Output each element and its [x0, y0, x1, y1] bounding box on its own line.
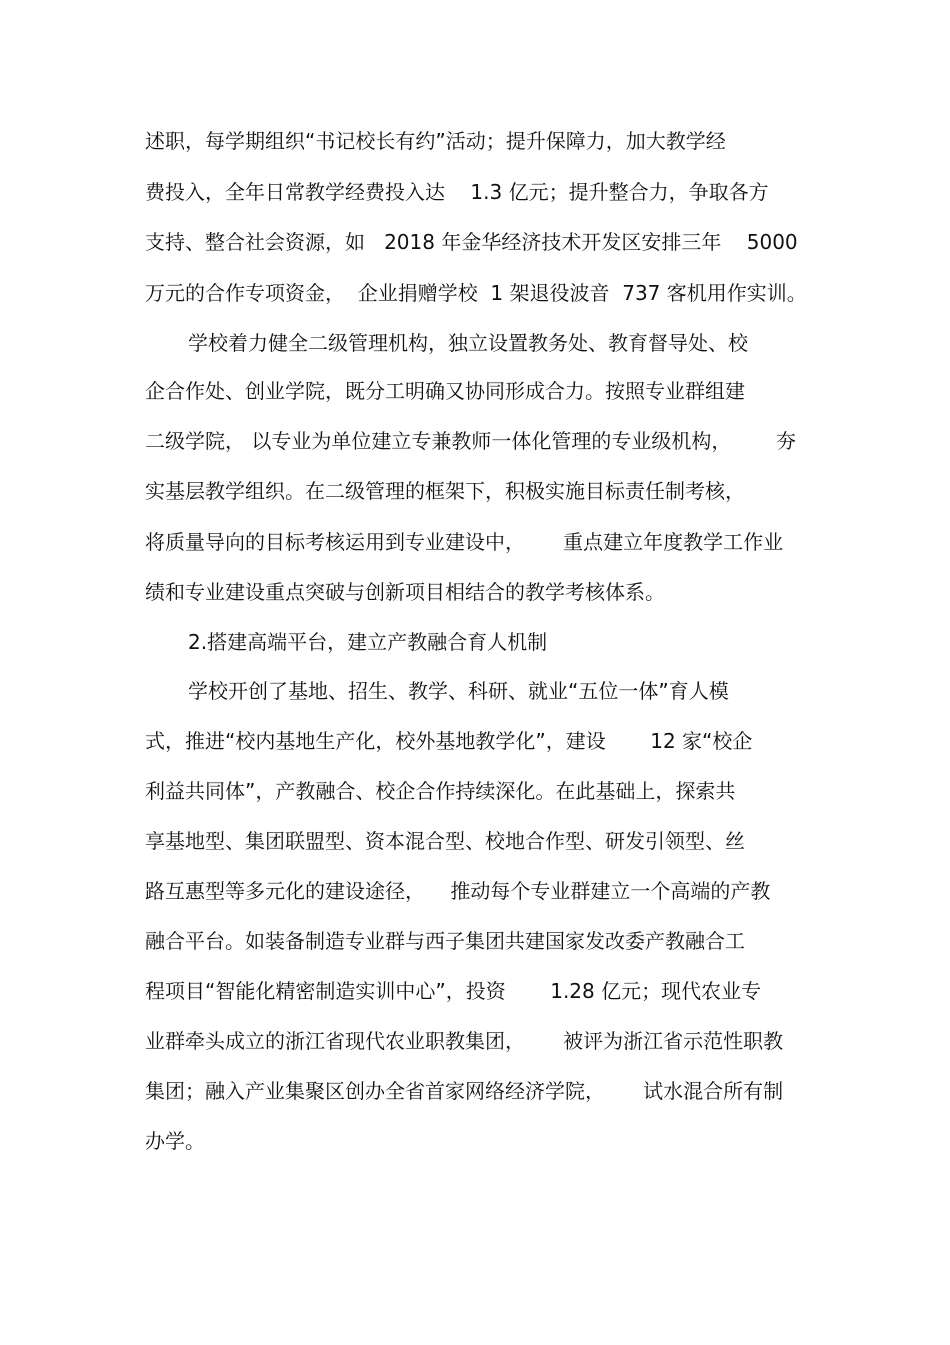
paragraph-line: 企合作处、创业学院，既分工明确又协同形成合力。按照专业群组建 — [145, 379, 745, 403]
paragraph-line: 式，推进“校内基地生产化，校外基地教学化”，建设 12 家“校企 — [145, 729, 753, 753]
paragraph-line: 学校着力健全二级管理机构，独立设置教务处、教育督导处、校 — [188, 331, 748, 355]
paragraph-line: 二级学院， 以专业为单位建立专兼教师一体化管理的专业级机构， 夯 — [145, 429, 796, 453]
paragraph-line: 办学。 — [145, 1129, 205, 1153]
paragraph-line: 万元的合作专项资金， 企业捐赠学校 1 架退役波音 737 客机用作实训。 — [145, 281, 807, 305]
paragraph-line: 程项目“智能化精密制造实训中心”，投资 1.28 亿元；现代农业专 — [145, 979, 762, 1003]
paragraph-line: 述职，每学期组织“书记校长有约”活动；提升保障力，加大教学经 — [145, 129, 726, 153]
paragraph-line: 利益共同体”，产教融合、校企合作持续深化。在此基础上，探索共 — [145, 779, 736, 803]
paragraph-line: 路互惠型等多元化的建设途径， 推动每个专业群建立一个高端的产教 — [145, 879, 771, 903]
paragraph-line: 费投入，全年日常教学经费投入达 1.3 亿元；提升整合力，争取各方 — [145, 180, 769, 204]
paragraph-line: 绩和专业建设重点突破与创新项目相结合的教学考核体系。 — [145, 580, 665, 604]
paragraph-line: 业群牵头成立的浙江省现代农业职教集团， 被评为浙江省示范性职教 — [145, 1029, 784, 1053]
paragraph-line: 学校开创了基地、招生、教学、科研、就业“五位一体”育人模 — [188, 679, 729, 703]
paragraph-line: 融合平台。如装备制造专业群与西子集团共建国家发改委产教融合工 — [145, 929, 745, 953]
paragraph-line: 集团；融入产业集聚区创办全省首家网络经济学院， 试水混合所有制 — [145, 1079, 784, 1103]
paragraph-line: 享基地型、集团联盟型、资本混合型、校地合作型、研发引领型、丝 — [145, 829, 745, 853]
section-heading: 2.搭建高端平台，建立产教融合育人机制 — [188, 630, 548, 654]
paragraph-line: 支持、整合社会资源，如 2018 年金华经济技术开发区安排三年 5000 — [145, 230, 798, 254]
paragraph-line: 将质量导向的目标考核运用到专业建设中， 重点建立年度教学工作业 — [145, 530, 784, 554]
paragraph-line: 实基层教学组织。在二级管理的框架下，积极实施目标责任制考核， — [145, 479, 745, 503]
